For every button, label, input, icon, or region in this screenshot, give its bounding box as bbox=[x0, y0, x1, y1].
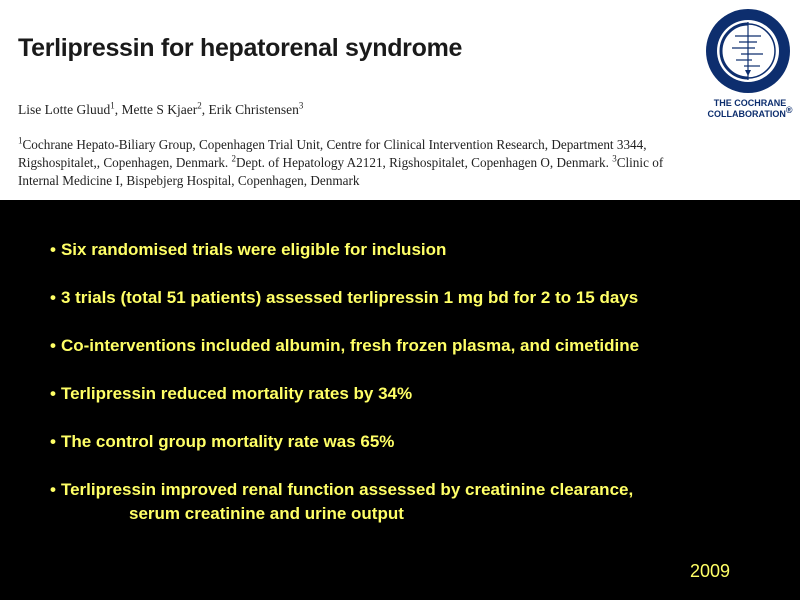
year-label: 2009 bbox=[690, 561, 731, 581]
paper-header bbox=[0, 0, 800, 200]
affil-sup: 3 bbox=[612, 153, 617, 164]
author-name: Erik Christensen bbox=[208, 102, 299, 117]
bullet-item bbox=[50, 478, 770, 526]
logo-mark: ® bbox=[785, 105, 793, 115]
bullet-text: Terlipressin reduced mortality rates by 34% bbox=[60, 384, 413, 403]
logo-line1: THE COCHRANE bbox=[713, 98, 787, 108]
bullet-icon: • bbox=[50, 336, 56, 355]
author-sup: 3 bbox=[298, 100, 304, 111]
bullet-item bbox=[50, 430, 770, 454]
bullet-icon: • bbox=[50, 384, 56, 403]
paper-title: Terlipressin for hepatorenal syndrome bbox=[18, 34, 463, 62]
bullet-icon: • bbox=[50, 288, 56, 307]
bullet-item bbox=[50, 286, 770, 310]
affil-sup: 2 bbox=[231, 153, 237, 164]
author-sup: 1 bbox=[110, 100, 115, 111]
cochrane-logo-icon bbox=[705, 8, 791, 94]
author-list: Lise Lotte Gluud$^1$, Mette S Kjaer$^2$, Erik Christensen$^3$ bbox=[18, 100, 304, 117]
bullet-text: The control group mortality rate was 65% bbox=[60, 432, 395, 451]
logo-line2: COLLABORATION bbox=[707, 109, 786, 119]
affil-text: Clinic of Internal Medicine I, Bispebjerg Hospital, Copenhagen, Denmark bbox=[18, 155, 664, 188]
bullet-text: Co-interventions included albumin, fresh frozen plasma, and cimetidine bbox=[60, 336, 640, 355]
bullet-item bbox=[50, 382, 770, 406]
bullet-item bbox=[50, 238, 770, 262]
bullet-icon: • bbox=[50, 480, 56, 499]
bullet-text: 3 trials (total 51 patients) assessed terlipressin 1 mg bd for 2 to 15 days bbox=[60, 288, 639, 307]
bullet-text: Terlipressin improved renal function assessed by creatinine clearance, bbox=[60, 480, 634, 499]
bullet-item bbox=[50, 334, 770, 358]
cochrane-logo bbox=[700, 8, 795, 123]
bullet-text-continued: serum creatinine and urine output bbox=[129, 504, 404, 523]
bullet-icon: • bbox=[50, 432, 56, 451]
bullet-list bbox=[50, 238, 770, 550]
logo-text bbox=[700, 98, 800, 120]
affil-sup: 1 bbox=[18, 135, 23, 146]
bullet-icon: • bbox=[50, 240, 56, 259]
author-sup: 2 bbox=[197, 100, 202, 111]
affil-text: Cochrane Hepato-Biliary Group, Copenhagen Trial Unit, Centre for Clinical Intervention Research, Department 3344, Rigshospitalet,, Copenhagen, Denmark. bbox=[18, 137, 647, 170]
author-name: Lise Lotte Gluud bbox=[18, 102, 111, 117]
affiliations bbox=[18, 136, 698, 190]
author-name: Mette S Kjaer bbox=[121, 102, 198, 117]
bullet-text: Six randomised trials were eligible for inclusion bbox=[60, 240, 447, 259]
affil-text: Dept. of Hepatology A2121, Rigshospitalet, Copenhagen O, Denmark. bbox=[236, 155, 609, 170]
